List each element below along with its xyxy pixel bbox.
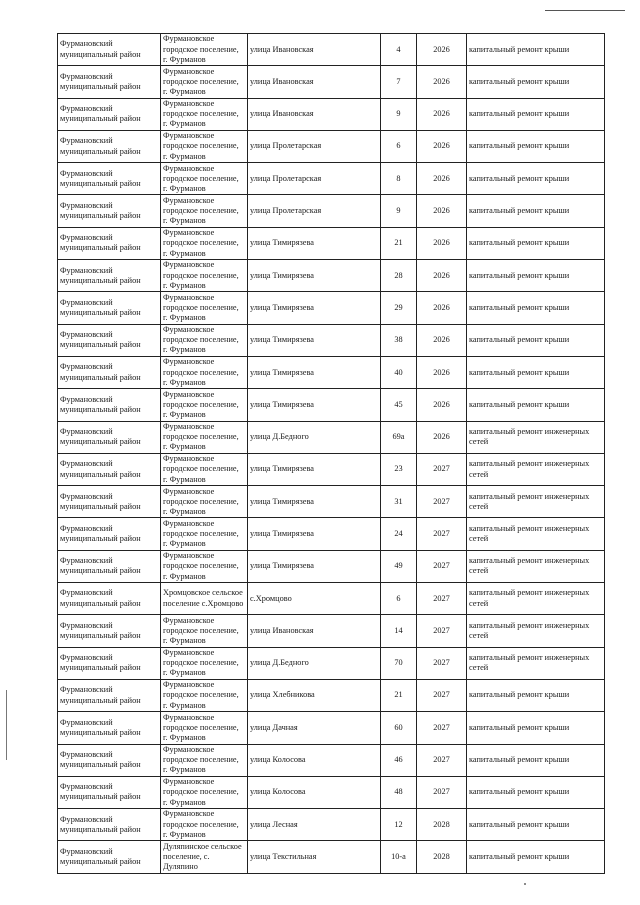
- table-row: [58, 486, 605, 518]
- settlement-cell: Фурмановское городское поселение, г. Фурманов: [161, 292, 248, 324]
- work-type-cell: капитальный ремонт крыши: [467, 260, 605, 292]
- year-cell: 2026: [417, 130, 467, 162]
- district-cell: Фурмановский муниципальный район: [58, 130, 161, 162]
- house-number-cell: 6: [381, 583, 417, 615]
- district-cell: Фурмановский муниципальный район: [58, 98, 161, 130]
- settlement-cell: Фурмановское городское поселение, г. Фурманов: [161, 227, 248, 259]
- street-cell: улица Ивановская: [248, 34, 381, 66]
- work-type-cell: капитальный ремонт крыши: [467, 292, 605, 324]
- street-cell: улица Ивановская: [248, 66, 381, 98]
- year-cell: 2026: [417, 195, 467, 227]
- settlement-cell: Фурмановское городское поселение, г. Фурманов: [161, 34, 248, 66]
- year-cell: 2026: [417, 389, 467, 421]
- house-number-cell: 46: [381, 744, 417, 776]
- table-row: [58, 130, 605, 162]
- district-cell: Фурмановский муниципальный район: [58, 389, 161, 421]
- district-cell: Фурмановский муниципальный район: [58, 647, 161, 679]
- table-row: [58, 98, 605, 130]
- year-cell: 2026: [417, 98, 467, 130]
- street-cell: улица Тимирязева: [248, 550, 381, 582]
- district-cell: Фурмановский муниципальный район: [58, 550, 161, 582]
- table-row: [58, 647, 605, 679]
- work-type-cell: капитальный ремонт инженерных сетей: [467, 583, 605, 615]
- table-row: [58, 195, 605, 227]
- work-type-cell: капитальный ремонт крыши: [467, 356, 605, 388]
- house-number-cell: 45: [381, 389, 417, 421]
- work-type-cell: капитальный ремонт крыши: [467, 34, 605, 66]
- house-number-cell: 70: [381, 647, 417, 679]
- table-row: [58, 679, 605, 711]
- table-row: [58, 34, 605, 66]
- settlement-cell: Фурмановское городское поселение, г. Фурманов: [161, 712, 248, 744]
- year-cell: 2026: [417, 66, 467, 98]
- settlement-cell: Фурмановское городское поселение, г. Фурманов: [161, 744, 248, 776]
- street-cell: улица Ивановская: [248, 98, 381, 130]
- district-cell: Фурмановский муниципальный район: [58, 34, 161, 66]
- district-cell: Фурмановский муниципальный район: [58, 486, 161, 518]
- house-number-cell: 9: [381, 98, 417, 130]
- street-cell: улица Пролетарская: [248, 130, 381, 162]
- settlement-cell: Фурмановское городское поселение, г. Фурманов: [161, 421, 248, 453]
- year-cell: 2026: [417, 356, 467, 388]
- house-number-cell: 14: [381, 615, 417, 647]
- table-row: [58, 356, 605, 388]
- settlement-cell: Фурмановское городское поселение, г. Фурманов: [161, 809, 248, 841]
- house-number-cell: 24: [381, 518, 417, 550]
- district-cell: Фурмановский муниципальный район: [58, 260, 161, 292]
- street-cell: улица Тимирязева: [248, 260, 381, 292]
- top-rule: [545, 10, 625, 11]
- table-row: [58, 163, 605, 195]
- table-body: [58, 34, 605, 874]
- table-row: [58, 324, 605, 356]
- work-type-cell: капитальный ремонт крыши: [467, 389, 605, 421]
- street-cell: улица Пролетарская: [248, 195, 381, 227]
- settlement-cell: Фурмановское городское поселение, г. Фурманов: [161, 486, 248, 518]
- street-cell: улица Колосова: [248, 776, 381, 808]
- table-row: [58, 389, 605, 421]
- street-cell: улица Пролетарская: [248, 163, 381, 195]
- table-row: [58, 583, 605, 615]
- work-type-cell: капитальный ремонт инженерных сетей: [467, 486, 605, 518]
- settlement-cell: Фурмановское городское поселение, г. Фурманов: [161, 324, 248, 356]
- year-cell: 2027: [417, 550, 467, 582]
- district-cell: Фурмановский муниципальный район: [58, 227, 161, 259]
- district-cell: Фурмановский муниципальный район: [58, 583, 161, 615]
- settlement-cell: Фурмановское городское поселение, г. Фурманов: [161, 130, 248, 162]
- year-cell: 2028: [417, 809, 467, 841]
- year-cell: 2026: [417, 324, 467, 356]
- work-type-cell: капитальный ремонт инженерных сетей: [467, 453, 605, 485]
- house-number-cell: 40: [381, 356, 417, 388]
- settlement-cell: Хромцовское сельское поселение с.Хромцово: [161, 583, 248, 615]
- street-cell: улица Д.Бедного: [248, 647, 381, 679]
- settlement-cell: Фурмановское городское поселение, г. Фурманов: [161, 389, 248, 421]
- year-cell: 2026: [417, 292, 467, 324]
- scan-dot: [524, 883, 526, 885]
- table-row: [58, 227, 605, 259]
- street-cell: улица Д.Бедного: [248, 421, 381, 453]
- table-row: [58, 712, 605, 744]
- street-cell: улица Тимирязева: [248, 453, 381, 485]
- year-cell: 2026: [417, 163, 467, 195]
- margin-mark: [6, 690, 7, 760]
- table-row: [58, 292, 605, 324]
- work-type-cell: капитальный ремонт крыши: [467, 195, 605, 227]
- settlement-cell: Фурмановское городское поселение, г. Фурманов: [161, 615, 248, 647]
- work-type-cell: капитальный ремонт крыши: [467, 679, 605, 711]
- district-cell: Фурмановский муниципальный район: [58, 356, 161, 388]
- district-cell: Фурмановский муниципальный район: [58, 744, 161, 776]
- table-row: [58, 744, 605, 776]
- street-cell: улица Тимирязева: [248, 292, 381, 324]
- table-row: [58, 615, 605, 647]
- work-type-cell: капитальный ремонт инженерных сетей: [467, 550, 605, 582]
- house-number-cell: 8: [381, 163, 417, 195]
- house-number-cell: 21: [381, 227, 417, 259]
- year-cell: 2027: [417, 453, 467, 485]
- house-number-cell: 7: [381, 66, 417, 98]
- house-number-cell: 10-а: [381, 841, 417, 873]
- house-number-cell: 4: [381, 34, 417, 66]
- district-cell: Фурмановский муниципальный район: [58, 841, 161, 873]
- house-number-cell: 48: [381, 776, 417, 808]
- district-cell: Фурмановский муниципальный район: [58, 776, 161, 808]
- year-cell: 2027: [417, 518, 467, 550]
- work-type-cell: капитальный ремонт крыши: [467, 163, 605, 195]
- work-type-cell: капитальный ремонт инженерных сетей: [467, 421, 605, 453]
- table-row: [58, 260, 605, 292]
- table-row: [58, 550, 605, 582]
- year-cell: 2027: [417, 583, 467, 615]
- table-row: [58, 841, 605, 873]
- table-row: [58, 453, 605, 485]
- street-cell: улица Тимирязева: [248, 227, 381, 259]
- street-cell: улица Тимирязева: [248, 486, 381, 518]
- house-number-cell: 6: [381, 130, 417, 162]
- settlement-cell: Фурмановское городское поселение, г. Фурманов: [161, 679, 248, 711]
- house-number-cell: 38: [381, 324, 417, 356]
- year-cell: 2026: [417, 227, 467, 259]
- work-type-cell: капитальный ремонт крыши: [467, 66, 605, 98]
- work-type-cell: капитальный ремонт крыши: [467, 744, 605, 776]
- district-cell: Фурмановский муниципальный район: [58, 292, 161, 324]
- year-cell: 2027: [417, 615, 467, 647]
- work-type-cell: капитальный ремонт крыши: [467, 324, 605, 356]
- settlement-cell: Фурмановское городское поселение, г. Фурманов: [161, 647, 248, 679]
- district-cell: Фурмановский муниципальный район: [58, 163, 161, 195]
- district-cell: Фурмановский муниципальный район: [58, 421, 161, 453]
- district-cell: Фурмановский муниципальный район: [58, 712, 161, 744]
- work-type-cell: капитальный ремонт инженерных сетей: [467, 647, 605, 679]
- work-type-cell: капитальный ремонт крыши: [467, 130, 605, 162]
- settlement-cell: Фурмановское городское поселение, г. Фурманов: [161, 776, 248, 808]
- table-row: [58, 776, 605, 808]
- settlement-cell: Фурмановское городское поселение, г. Фурманов: [161, 518, 248, 550]
- district-cell: Фурмановский муниципальный район: [58, 518, 161, 550]
- house-number-cell: 28: [381, 260, 417, 292]
- work-type-cell: капитальный ремонт крыши: [467, 712, 605, 744]
- district-cell: Фурмановский муниципальный район: [58, 453, 161, 485]
- year-cell: 2027: [417, 647, 467, 679]
- district-cell: Фурмановский муниципальный район: [58, 66, 161, 98]
- work-type-cell: капитальный ремонт крыши: [467, 841, 605, 873]
- settlement-cell: Фурмановское городское поселение, г. Фурманов: [161, 550, 248, 582]
- house-number-cell: 49: [381, 550, 417, 582]
- work-type-cell: капитальный ремонт крыши: [467, 98, 605, 130]
- street-cell: улица Тимирязева: [248, 324, 381, 356]
- street-cell: улица Дачная: [248, 712, 381, 744]
- settlement-cell: Фурмановское городское поселение, г. Фурманов: [161, 66, 248, 98]
- year-cell: 2027: [417, 776, 467, 808]
- year-cell: 2026: [417, 34, 467, 66]
- district-cell: Фурмановский муниципальный район: [58, 809, 161, 841]
- house-number-cell: 23: [381, 453, 417, 485]
- street-cell: улица Тимирязева: [248, 518, 381, 550]
- district-cell: Фурмановский муниципальный район: [58, 324, 161, 356]
- house-number-cell: 31: [381, 486, 417, 518]
- work-type-cell: капитальный ремонт крыши: [467, 227, 605, 259]
- district-cell: Фурмановский муниципальный район: [58, 195, 161, 227]
- settlement-cell: Фурмановское городское поселение, г. Фурманов: [161, 163, 248, 195]
- table-row: [58, 421, 605, 453]
- year-cell: 2027: [417, 744, 467, 776]
- settlement-cell: Фурмановское городское поселение, г. Фурманов: [161, 453, 248, 485]
- street-cell: улица Тимирязева: [248, 356, 381, 388]
- house-number-cell: 29: [381, 292, 417, 324]
- table-row: [58, 66, 605, 98]
- street-cell: улица Лесная: [248, 809, 381, 841]
- year-cell: 2027: [417, 712, 467, 744]
- year-cell: 2027: [417, 486, 467, 518]
- year-cell: 2027: [417, 679, 467, 711]
- street-cell: улица Тимирязева: [248, 389, 381, 421]
- street-cell: улица Колосова: [248, 744, 381, 776]
- year-cell: 2026: [417, 421, 467, 453]
- settlement-cell: Фурмановское городское поселение, г. Фурманов: [161, 260, 248, 292]
- settlement-cell: Фурмановское городское поселение, г. Фурманов: [161, 356, 248, 388]
- house-number-cell: 60: [381, 712, 417, 744]
- work-type-cell: капитальный ремонт крыши: [467, 776, 605, 808]
- settlement-cell: Фурмановское городское поселение, г. Фурманов: [161, 98, 248, 130]
- year-cell: 2026: [417, 260, 467, 292]
- district-cell: Фурмановский муниципальный район: [58, 679, 161, 711]
- house-number-cell: 21: [381, 679, 417, 711]
- work-type-cell: капитальный ремонт инженерных сетей: [467, 615, 605, 647]
- table-row: [58, 518, 605, 550]
- work-type-cell: капитальный ремонт инженерных сетей: [467, 518, 605, 550]
- table-row: [58, 809, 605, 841]
- street-cell: улица Хлебникова: [248, 679, 381, 711]
- house-number-cell: 9: [381, 195, 417, 227]
- street-cell: улица Текстильная: [248, 841, 381, 873]
- repair-schedule-table: [57, 33, 605, 874]
- work-type-cell: капитальный ремонт крыши: [467, 809, 605, 841]
- house-number-cell: 69а: [381, 421, 417, 453]
- year-cell: 2028: [417, 841, 467, 873]
- house-number-cell: 12: [381, 809, 417, 841]
- district-cell: Фурмановский муниципальный район: [58, 615, 161, 647]
- settlement-cell: Фурмановское городское поселение, г. Фурманов: [161, 195, 248, 227]
- street-cell: улица Ивановская: [248, 615, 381, 647]
- street-cell: с.Хромцово: [248, 583, 381, 615]
- settlement-cell: Дуляпинское сельское поселение, с. Дуляпино: [161, 841, 248, 873]
